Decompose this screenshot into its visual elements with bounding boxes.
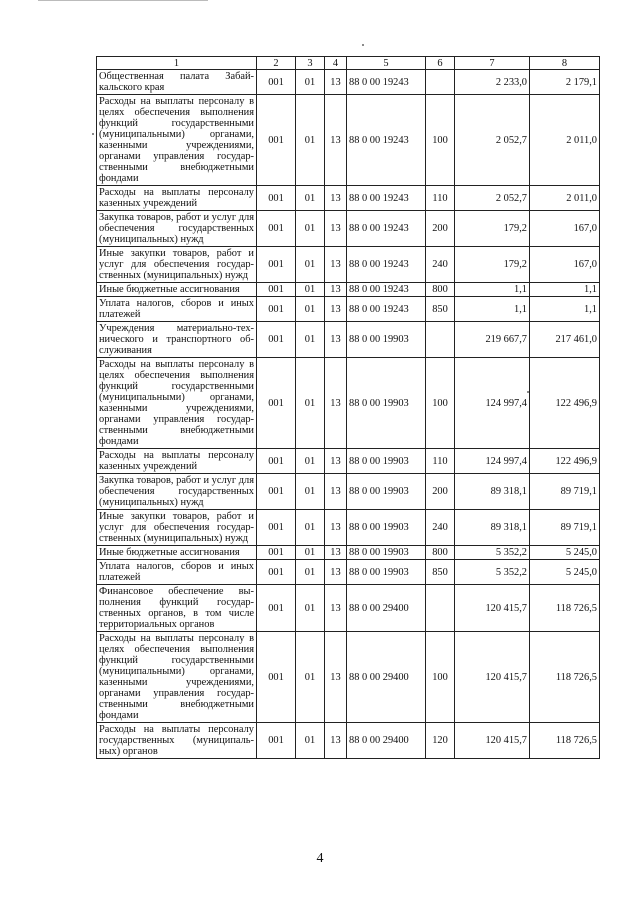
section-code: 01 — [296, 632, 325, 723]
target-article-code: 88 0 00 19243 — [347, 283, 426, 297]
amount-year-2: 122 496,9 — [530, 358, 600, 449]
ministry-code: 001 — [257, 546, 296, 560]
amount-year-1: 124 997,4 — [455, 449, 530, 474]
amount-year-1: 2 052,7 — [455, 186, 530, 211]
row-name: Общественная палата Забайкальского края — [97, 70, 257, 95]
amount-year-1: 5 352,2 — [455, 560, 530, 585]
subsection-code: 13 — [325, 358, 347, 449]
amount-year-2: 118 726,5 — [530, 723, 600, 759]
expense-type-code: 100 — [426, 358, 455, 449]
table-row — [97, 211, 600, 247]
target-article-code: 88 0 00 19903 — [347, 510, 426, 546]
section-code: 01 — [296, 474, 325, 510]
table-row — [97, 247, 600, 283]
subsection-code: 13 — [325, 322, 347, 358]
row-name: Иные бюджетные ассигнования — [97, 546, 257, 560]
target-article-code: 88 0 00 19243 — [347, 211, 426, 247]
section-code: 01 — [296, 585, 325, 632]
amount-year-1: 1,1 — [455, 297, 530, 322]
amount-year-1: 89 318,1 — [455, 510, 530, 546]
amount-year-2: 5 245,0 — [530, 560, 600, 585]
section-code: 01 — [296, 297, 325, 322]
page-number: 4 — [316, 851, 324, 866]
column-header-6: 6 — [426, 57, 455, 70]
expense-type-code — [426, 70, 455, 95]
budget-table — [96, 56, 600, 759]
row-name: Учреждения материально-технического и транспортного обслуживания — [97, 322, 257, 358]
table-body — [97, 70, 600, 759]
ministry-code: 001 — [257, 632, 296, 723]
expense-type-code: 800 — [426, 283, 455, 297]
subsection-code: 13 — [325, 723, 347, 759]
scan-speck — [92, 133, 94, 135]
amount-year-1: 89 318,1 — [455, 474, 530, 510]
expense-type-code: 110 — [426, 449, 455, 474]
target-article-code: 88 0 00 19243 — [347, 297, 426, 322]
ministry-code: 001 — [257, 247, 296, 283]
ministry-code: 001 — [257, 70, 296, 95]
amount-year-1: 179,2 — [455, 211, 530, 247]
row-name: Расходы на выплаты персоналу казенных учреждений — [97, 449, 257, 474]
amount-year-2: 5 245,0 — [530, 546, 600, 560]
row-name: Расходы на выплаты персоналу казенных учреждений — [97, 186, 257, 211]
ministry-code: 001 — [257, 560, 296, 585]
table-row — [97, 723, 600, 759]
table-row — [97, 322, 600, 358]
amount-year-2: 1,1 — [530, 283, 600, 297]
column-header-2: 2 — [257, 57, 296, 70]
amount-year-1: 120 415,7 — [455, 585, 530, 632]
amount-year-1: 120 415,7 — [455, 723, 530, 759]
amount-year-2: 1,1 — [530, 297, 600, 322]
subsection-code: 13 — [325, 632, 347, 723]
expense-type-code: 850 — [426, 560, 455, 585]
section-code: 01 — [296, 322, 325, 358]
amount-year-2: 167,0 — [530, 247, 600, 283]
row-name: Расходы на выплаты персоналу в целях обеспечения выполнения функций государственными (муниципальными) органами, казенными учреждениями, органами управления государственными внебюджетными фондами — [97, 358, 257, 449]
amount-year-1: 124 997,4 — [455, 358, 530, 449]
target-article-code: 88 0 00 29400 — [347, 723, 426, 759]
target-article-code: 88 0 00 19243 — [347, 95, 426, 186]
subsection-code: 13 — [325, 95, 347, 186]
expense-type-code: 120 — [426, 723, 455, 759]
subsection-code: 13 — [325, 585, 347, 632]
column-header-7: 7 — [455, 57, 530, 70]
row-name: Расходы на выплаты персоналу в целях обеспечения выполнения функций государственными (муниципальными) органами, казенными учреждениями, органами управления государственными внебюджетными фондами — [97, 95, 257, 186]
ministry-code: 001 — [257, 95, 296, 186]
expense-type-code — [426, 585, 455, 632]
amount-year-1: 5 352,2 — [455, 546, 530, 560]
subsection-code: 13 — [325, 247, 347, 283]
amount-year-1: 2 052,7 — [455, 95, 530, 186]
section-code: 01 — [296, 723, 325, 759]
subsection-code: 13 — [325, 211, 347, 247]
subsection-code: 13 — [325, 546, 347, 560]
table-row — [97, 474, 600, 510]
section-code: 01 — [296, 358, 325, 449]
ministry-code: 001 — [257, 297, 296, 322]
column-header-8: 8 — [530, 57, 600, 70]
subsection-code: 13 — [325, 297, 347, 322]
target-article-code: 88 0 00 19903 — [347, 560, 426, 585]
target-article-code: 88 0 00 19903 — [347, 322, 426, 358]
subsection-code: 13 — [325, 474, 347, 510]
table-row — [97, 585, 600, 632]
amount-year-1: 1,1 — [455, 283, 530, 297]
row-name: Расходы на выплаты персоналу государственных (муниципальных) органов — [97, 723, 257, 759]
amount-year-2: 89 719,1 — [530, 510, 600, 546]
row-name: Уплата налогов, сборов и иных платежей — [97, 297, 257, 322]
column-header-5: 5 — [347, 57, 426, 70]
section-code: 01 — [296, 70, 325, 95]
target-article-code: 88 0 00 19903 — [347, 449, 426, 474]
scan-speck — [362, 44, 364, 46]
ministry-code: 001 — [257, 585, 296, 632]
amount-year-2: 2 011,0 — [530, 186, 600, 211]
amount-year-2: 122 496,9 — [530, 449, 600, 474]
expense-type-code: 200 — [426, 474, 455, 510]
section-code: 01 — [296, 95, 325, 186]
row-name: Иные закупки товаров, работ и услуг для обеспечения государственных (муниципальных) нужд — [97, 510, 257, 546]
ministry-code: 001 — [257, 322, 296, 358]
table-row — [97, 186, 600, 211]
column-header-4: 4 — [325, 57, 347, 70]
table-row — [97, 297, 600, 322]
ministry-code: 001 — [257, 358, 296, 449]
ministry-code: 001 — [257, 449, 296, 474]
ministry-code: 001 — [257, 211, 296, 247]
column-header-3: 3 — [296, 57, 325, 70]
expense-type-code: 240 — [426, 247, 455, 283]
expense-type-code: 100 — [426, 632, 455, 723]
subsection-code: 13 — [325, 510, 347, 546]
section-code: 01 — [296, 560, 325, 585]
row-name: Иные закупки товаров, работ и услуг для обеспечения государственных (муниципальных) нужд — [97, 247, 257, 283]
amount-year-2: 89 719,1 — [530, 474, 600, 510]
amount-year-2: 217 461,0 — [530, 322, 600, 358]
table-row — [97, 449, 600, 474]
target-article-code: 88 0 00 19243 — [347, 70, 426, 95]
ministry-code: 001 — [257, 186, 296, 211]
expense-type-code: 110 — [426, 186, 455, 211]
target-article-code: 88 0 00 19903 — [347, 474, 426, 510]
section-code: 01 — [296, 510, 325, 546]
subsection-code: 13 — [325, 186, 347, 211]
expense-type-code: 100 — [426, 95, 455, 186]
row-name: Иные бюджетные ассигнования — [97, 283, 257, 297]
section-code: 01 — [296, 283, 325, 297]
subsection-code: 13 — [325, 449, 347, 474]
expense-type-code — [426, 322, 455, 358]
expense-type-code: 800 — [426, 546, 455, 560]
row-name: Финансовое обеспечение выполнения функций государственных органов, в том числе территориальных органов — [97, 585, 257, 632]
amount-year-2: 118 726,5 — [530, 585, 600, 632]
amount-year-2: 2 179,1 — [530, 70, 600, 95]
amount-year-1: 219 667,7 — [455, 322, 530, 358]
amount-year-1: 120 415,7 — [455, 632, 530, 723]
target-article-code: 88 0 00 19903 — [347, 546, 426, 560]
table-row — [97, 560, 600, 585]
target-article-code: 88 0 00 29400 — [347, 585, 426, 632]
amount-year-2: 2 011,0 — [530, 95, 600, 186]
expense-type-code: 240 — [426, 510, 455, 546]
table-row — [97, 632, 600, 723]
table-row — [97, 70, 600, 95]
amount-year-1: 2 233,0 — [455, 70, 530, 95]
subsection-code: 13 — [325, 283, 347, 297]
row-name: Уплата налогов, сборов и иных платежей — [97, 560, 257, 585]
section-code: 01 — [296, 211, 325, 247]
scan-edge-line — [38, 0, 208, 2]
row-name: Закупка товаров, работ и услуг для обеспечения государственных (муниципальных) нужд — [97, 211, 257, 247]
amount-year-2: 167,0 — [530, 211, 600, 247]
ministry-code: 001 — [257, 510, 296, 546]
row-name: Расходы на выплаты персоналу в целях обеспечения выполнения функций государственными (муниципальными) органами, казенными учреждениями, органами управления государственными внебюджетными фондами — [97, 632, 257, 723]
column-header-1: 1 — [97, 57, 257, 70]
section-code: 01 — [296, 186, 325, 211]
section-code: 01 — [296, 546, 325, 560]
expense-type-code: 200 — [426, 211, 455, 247]
section-code: 01 — [296, 449, 325, 474]
expense-type-code: 850 — [426, 297, 455, 322]
table-row — [97, 546, 600, 560]
ministry-code: 001 — [257, 283, 296, 297]
row-name: Закупка товаров, работ и услуг для обеспечения государственных (муниципальных) нужд — [97, 474, 257, 510]
subsection-code: 13 — [325, 70, 347, 95]
table-row — [97, 95, 600, 186]
table-row — [97, 510, 600, 546]
target-article-code: 88 0 00 19243 — [347, 186, 426, 211]
ministry-code: 001 — [257, 474, 296, 510]
target-article-code: 88 0 00 19903 — [347, 358, 426, 449]
subsection-code: 13 — [325, 560, 347, 585]
section-code: 01 — [296, 247, 325, 283]
ministry-code: 001 — [257, 723, 296, 759]
amount-year-1: 179,2 — [455, 247, 530, 283]
table-row — [97, 283, 600, 297]
target-article-code: 88 0 00 29400 — [347, 632, 426, 723]
target-article-code: 88 0 00 19243 — [347, 247, 426, 283]
table-row — [97, 358, 600, 449]
table-header-row — [97, 57, 600, 70]
amount-year-2: 118 726,5 — [530, 632, 600, 723]
